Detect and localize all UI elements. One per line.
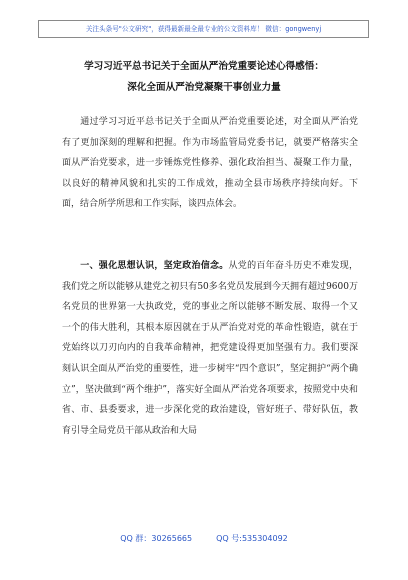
promo-banner: 关注头条号"公文研究"，获得最新最全最专业的公文资料库！ 微信：gongwenyj xyxy=(38,20,369,38)
footer-qq-number: QQ 号:535304092 xyxy=(216,534,288,543)
section-1-paragraph xyxy=(62,256,358,441)
document-title-line-2: 深化全面从严治党凝聚干事创业力量 xyxy=(127,82,281,93)
section-1-text: 从党的百年奋斗历史不难发现，我们党之所以能够从建党之初只有50多名党员发展到今天拥有超过9600万名党员的世界第一大执政党，党的事业之所以能够不断发展、取得一个又一个的伟大胜利，其根本原因就在于从严治党对党的革命性锻造，就在于党始终以刀刃向内的自我革命精神，把党建设得更加坚强有力。我们要深刻认识全面从严治党的重要性，进一步树牢“四个意识”，坚定拥护“两个确立”，坚决做到“两个维护”，落实好全面从严治党各项要求，按照党中央和省、市、县委要求，进一步深化党的政治建设，管好班子、带好队伍，教育引导全局党员干部从政治和大局 xyxy=(62,261,358,436)
section-1-heading: 一、强化思想认识，坚定政治信念。 xyxy=(80,261,229,271)
intro-paragraph-text: 通过学习习近平总书记关于全面从严治党重要论述，对全面从严治党有了更加深刻的理解和把握。作为市场监管局党委书记，就要严格落实全面从严治党要求，进一步锤炼党性修养、强化政治担当、凝聚工作力量，以良好的精神风貌和扎实的工作成效，推动全县市场秩序持续向好。下面，结合所学所思和工作实际，谈四点体会。 xyxy=(62,117,358,210)
intro-paragraph xyxy=(62,112,358,215)
footer-qq-group: QQ 群：30265665 xyxy=(120,534,193,543)
footer-contact xyxy=(0,533,408,544)
document-title-line-1: 学习习近平总书记关于全面从严治党重要论述心得感悟： xyxy=(84,61,324,72)
